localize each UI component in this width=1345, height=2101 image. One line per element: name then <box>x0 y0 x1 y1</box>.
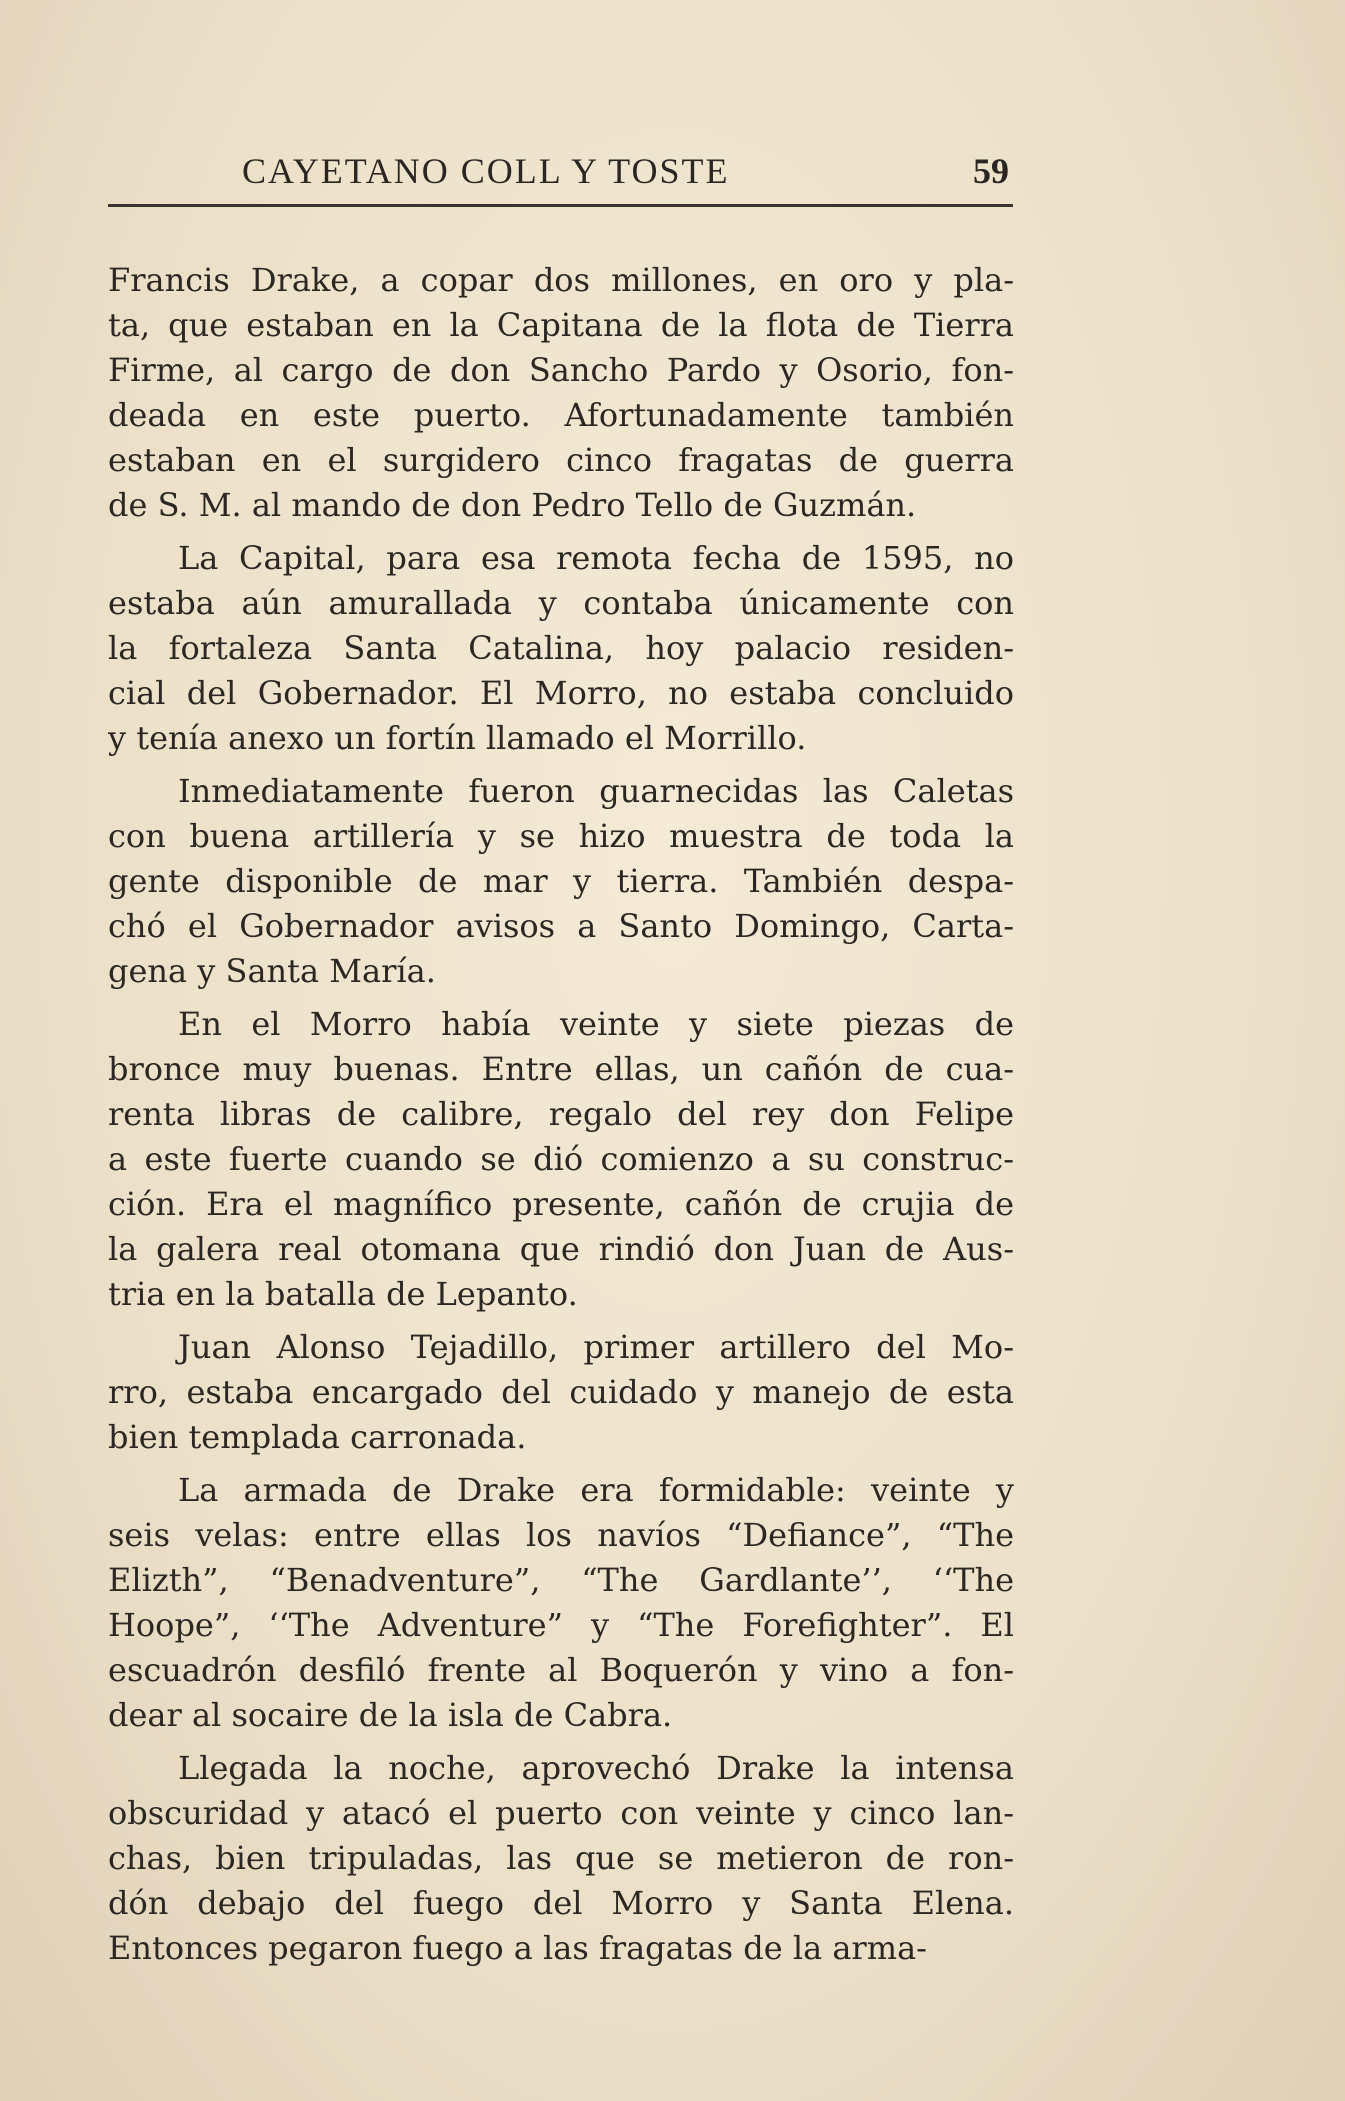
text-line: Inmediatamente fueron guarnecidas las Caletas <box>178 772 1014 810</box>
text-line: bronce muy buenas. Entre ellas, un cañón de cua- <box>108 1050 1014 1088</box>
paragraph <box>108 1325 1014 1460</box>
text-line: Entonces pegaron fuego a las fragatas de la arma- <box>108 1929 927 1967</box>
text-line: escuadrón desfiló frente al Boquerón y vino a fon- <box>108 1651 1014 1689</box>
paragraph <box>108 769 1014 994</box>
text-line: Juan Alonso Tejadillo, primer artillero del Mo- <box>178 1328 1014 1366</box>
text-line: La Capital, para esa remota fecha de 1595, no <box>178 539 1014 577</box>
text-line: Hoope”, ‘‘The Adventure” y “The Forefighter”. El <box>108 1606 1014 1644</box>
paragraph <box>108 536 1014 761</box>
page-number: 59 <box>973 151 1009 191</box>
text-line: bien templada carronada. <box>108 1418 527 1456</box>
text-line: chas, bien tripuladas, las que se metieron de ron- <box>108 1839 1014 1877</box>
text-line: Francis Drake, a copar dos millones, en oro y pla- <box>108 261 1014 299</box>
paragraph-gap <box>108 1317 1014 1325</box>
paragraph-gap <box>108 1738 1014 1746</box>
text-line: rro, estaba encargado del cuidado y manejo de esta <box>108 1373 1014 1411</box>
text-line: En el Morro había veinte y siete piezas de <box>178 1005 1014 1043</box>
text-line: y tenía anexo un fortín llamado el Morrillo. <box>108 719 807 757</box>
text-line: tria en la batalla de Lepanto. <box>108 1275 578 1313</box>
text-line: la galera real otomana que rindió don Juan de Aus- <box>108 1230 1014 1268</box>
text-line: cial del Gobernador. El Morro, no estaba concluido <box>108 674 1014 712</box>
text-line: obscuridad y atacó el puerto con veinte y cinco lan- <box>108 1794 1014 1832</box>
text-line: Elizth”, “Benadventure”, “The Gardlante’’, ‘‘The <box>108 1561 1014 1599</box>
text-line: Firme, al cargo de don Sancho Pardo y Osorio, fon- <box>108 351 1014 389</box>
text-line: seis velas: entre ellas los navíos “Defiance”, “The <box>108 1516 1014 1554</box>
text-line: chó el Gobernador avisos a Santo Domingo, Carta- <box>108 907 1014 945</box>
text-line: con buena artillería y se hizo muestra de toda la <box>108 817 1014 855</box>
text-line: ción. Era el magnífico presente, cañón de crujia de <box>108 1185 1014 1223</box>
text-line: Llegada la noche, aprovechó Drake la intensa <box>178 1749 1014 1787</box>
text-line: gente disponible de mar y tierra. También despa- <box>108 862 1014 900</box>
text-line: estaba aún amurallada y contaba únicamente con <box>108 584 1014 622</box>
page-header <box>108 150 1013 210</box>
paragraph <box>108 258 1014 528</box>
paragraph-gap <box>108 994 1014 1002</box>
header-rule <box>108 204 1013 207</box>
text-line: estaban en el surgidero cinco fragatas de guerra <box>108 441 1014 479</box>
text-line: deada en este puerto. Afortunadamente también <box>108 396 1014 434</box>
paragraph-gap <box>108 761 1014 769</box>
text-line: ta, que estaban en la Capitana de la flota de Tierra <box>108 306 1014 344</box>
paragraph-gap <box>108 528 1014 536</box>
paragraph <box>108 1746 1014 1971</box>
paragraph <box>108 1002 1014 1317</box>
text-line: a este fuerte cuando se dió comienzo a su construc- <box>108 1140 1014 1178</box>
text-line: dón debajo del fuego del Morro y Santa Elena. <box>108 1884 1014 1922</box>
text-line: gena y Santa María. <box>108 952 436 990</box>
text-line: de S. M. al mando de don Pedro Tello de Guzmán. <box>108 486 917 524</box>
running-title: CAYETANO COLL Y TOSTE <box>242 151 730 191</box>
text-line: La armada de Drake era formidable: veinte y <box>178 1471 1014 1509</box>
paragraph <box>108 1468 1014 1738</box>
paragraph-gap <box>108 1460 1014 1468</box>
text-line: renta libras de calibre, regalo del rey don Felipe <box>108 1095 1014 1133</box>
body-text <box>108 258 1014 1971</box>
text-line: dear al socaire de la isla de Cabra. <box>108 1696 673 1734</box>
text-line: la fortaleza Santa Catalina, hoy palacio residen- <box>108 629 1014 667</box>
